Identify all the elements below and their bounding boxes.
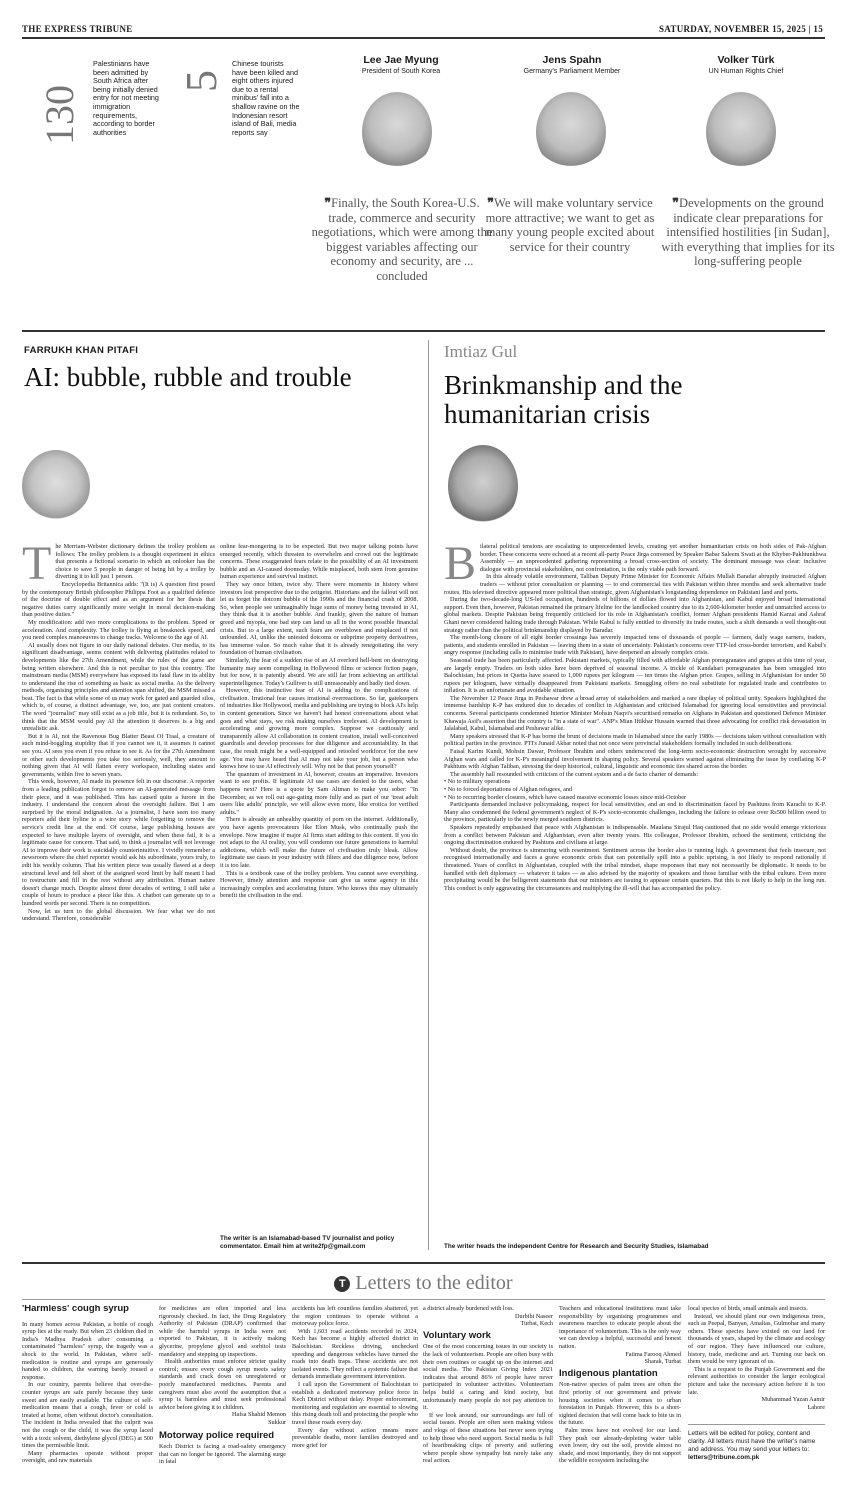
letters-title: Letters to the editor <box>355 1272 513 1294</box>
portrait-pitafi <box>22 450 90 522</box>
quote-mark-icon: ❞ <box>324 196 332 210</box>
letters-email[interactable]: letters@tribune.com.pk <box>688 1454 760 1461</box>
quote-panel-lee <box>316 54 486 75</box>
person-role: Germany's Parliament Member <box>523 68 621 75</box>
quote-mark-icon: ❞ <box>672 196 679 210</box>
stat-text-130: Palestinians have been admitted by South Africa after being initially denied entry for not meeting immigration requirements, according to border authorities <box>93 59 159 137</box>
letter-title: 'Harmless' cough syrup <box>22 1305 129 1314</box>
quote-mark-icon: ❞ <box>487 196 495 210</box>
letters-col-6: local species of birds, small animals and insects. Instead, we should plant our own indigenous trees, such as Peepal, Banyan, Amaltas, Gulmohar and many others. These species have existed on our land for thousands of years, shaped by the climate and ecology of our region. They have influenced our culture, history, trade, medicine and art. Turning our back on them would be very ignorant of us. This is a request to the Punjab Government and the relevant authorities to consider the larger ecological picture and take the necessary action before it is too late. Muhammad Yazan Aamir Lahore <box>688 1305 825 1411</box>
quote-panel-turk <box>666 54 826 75</box>
letters-header <box>0 1272 847 1295</box>
letters-col-4: a district already burdened with loss. Durbibi Naseer Turbat, Kech Voluntary work One of the most concerning issues in our society is the lack of volunteerism. People are often busy with their own routines or caught up on the internet and social media. The Pakistan Giving Index 2021 indicates that around 86% of people have never participated in volunteer activities. Volunteerism helps build a caring and kind society, but unfortunately many people do not pay attention to it. If we look around, our surroundings are full of social issues. People are often seen making videos and vlogs of these situations but never seen trying to help those who need support. Social media is full of heartbreaking clips of poverty and suffering where people show sympathy but rarely take any real action. <box>423 1305 553 1465</box>
letter-location: Sharak, Turbat <box>644 1358 681 1366</box>
quote-turk <box>660 196 836 269</box>
letter-signature: Hafsa Shahid Memon <box>232 1411 286 1419</box>
op1-headline: AI: bubble, rubble and trouble <box>24 362 352 392</box>
letters-col-1: 'Harmless' cough syrup In many homes across Pakistan, a bottle of cough syrup lies at the ready. But when 23 children died in India's Madhya Pradesh after consuming a contaminated "harmless" syrup, the tragedy was a shock to the world. In Pakistan, where self-medication is routine and syrups are generously handed to children, the warning barely roused a response. In our country, parents believe that over-the-counter syrups are safe purely because they taste sweet and are easily available. The culture of self-medication means that a cough, fever or cold is treated at home, often without doctor's consultation. The incident in India revealed that the culprit was not the cough or the child, it was the syrup laced with a toxic solvent, diethylene glycol (DEG) at 500 times the permissible limit. Many pharmacies operate without proper oversight, and raw materials <box>22 1305 153 1465</box>
op2-author: Imtiaz Gul <box>444 342 518 361</box>
person-name: Lee Jae Myung <box>363 54 439 66</box>
op1-dropcap: T <box>22 543 52 590</box>
portrait-lee <box>362 92 432 172</box>
person-role: President of South Korea <box>361 68 441 75</box>
letter-title: Indigenous plantation <box>559 1367 658 1379</box>
page-date: SATURDAY, NOVEMBER 15, 2025 | 15 <box>658 24 823 34</box>
quote-text: We will make voluntary service more attractive; we want to get as many young people excited about service for their country <box>485 196 655 254</box>
letter-location: Turbat, Kech <box>520 1320 553 1328</box>
stat-number-130: 130 <box>37 85 82 145</box>
op2-headline: Brinkmanship and the humanitarian crisis <box>444 370 683 429</box>
quote-panel-spahn <box>497 54 647 75</box>
letters-note-text: Letters will be edited for policy, content and clarity. All letters must have the writer's name and address. You may send your letters to: <box>688 1430 816 1453</box>
portrait-spahn <box>536 92 606 172</box>
tribune-t-logo-icon: T <box>334 1276 350 1292</box>
letter-title: Voluntary work <box>423 1329 491 1341</box>
letter-signature: Fatima Farooq Ahmed <box>625 1350 681 1358</box>
letter-title: Motorway police required <box>159 1429 275 1441</box>
person-name: Jens Spahn <box>542 54 602 66</box>
date-text: SATURDAY, NOVEMBER 15, 2025 <box>658 24 806 34</box>
page-number: 15 <box>813 24 823 34</box>
quote-text: Finally, the South Korea-U.S. trade, commerce and security negotiations, which were among the biggest variables affecting our economy and security, are ... concluded <box>311 196 493 283</box>
quote-spahn <box>484 196 656 254</box>
letters-col-3: accidents has left countless families shattered, yet the region continues to operate without a motorway police force. With 1,603 road accidents recorded in 2024, Kech has become a highly affected district in Balochistan. Reckless driving, unchecked speeding and dangerous vehicles have turned the roads into death traps. These accidents are not isolated events. They reflect a systemic failure that demands immediate government intervention. I call upon the Government of Balochistan to establish a dedicated motorway police force in Kech District without delay. Proper enforcement, monitoring and regulation are essential to slowing this rising death toll and protecting the people who travel these roads every day. Every day without action means more preventable deaths, more families destroyed and more grief for <box>292 1305 418 1449</box>
portrait-gul <box>448 445 518 527</box>
op1-footer: The writer is an Islamabad-based TV journalist and policy commentator. Email him at write2fp@gmail.com <box>220 1235 395 1250</box>
letter-signature: Muhammad Yazan Aamir <box>761 1396 825 1404</box>
person-name: Volker Türk <box>717 54 775 66</box>
stat-number-5: 5 <box>177 70 226 92</box>
letters-note <box>688 1430 825 1462</box>
letter-location: Lahore <box>807 1403 825 1411</box>
portrait-turk <box>706 92 776 172</box>
person-role: UN Human Rights Chief <box>708 68 784 75</box>
letters-col-5: Teachers and educational institutions must take responsibility by organising programmes and awareness marches to educate people about the importance of volunteerism. This is the only way we can develop a helpful, successful and honest nation. Fatima Farooq Ahmed Sharak, Turbat Indigenous plantation Non-native species of palm trees are often the first priority of our government and private housing societies when it comes to urban forestation in Punjab. However, this is a short-sighted decision that will come back to bite us in the future. Palm trees have not evolved for our land. They push our already-depleting water table even lower, dry out the soil, provide almost no shade, and most importantly, they do not support the wildlife ecosystem including the <box>559 1305 681 1465</box>
op2-dropcap: B <box>444 543 477 590</box>
paper-name: THE EXPRESS TRIBUNE <box>22 24 133 34</box>
op1-column-1: T he Merriam-Webster dictionary defines the trolley problem as follows: The trolley problem is a thought experiment in ethics that presents a fictional scenario in which an onlooker has the choice to save 5 people in danger of being hit by a trolley by diverting it to kill just 1 person. Encyclopedia Britannica adds: "(It is) A question first posed by the contemporary British philosopher Philippa Foot as a qualified defence of the doctrine of double effect and as an argument for her thesis that negative duties carry significantly more weight in moral decision-making than positive duties." My modification: add two more complications to the problem. Speed or acceleration. And complexity. The trolley is flying at breakneck speed, and you need complex manoeuvres to change tracks. Welcome to the age of AI. AI usually does not figure in our daily national debates. Our media, to its significant disadvantage, seems content with delivering platitudes related to developments like the 27th Amendment, while the rules of the game are being written elsewhere. And this is not peculiar to just this country. The mainstream media (MSM) everywhere has exposed its fatal flaw in its ability to understand the rise of something as basic as social media. As the delivery methods, organising principles and attention span shifted, the MSM missed a beat. The fact is that while some of us may work for gated and guarded silos, which is, of course, a distinct advantage, we, too, are just content creators. The word "journalist" may still exist as a job title, but it is redundant. So, to think that the MSM would pay AI the attention it deserves is a big and unrealistic ask. But it is AI, not the Ravenous Bug Blatter Beast Of Traal, a creature of such mind-boggling stupidity that if you cannot see it, it assumes it cannot see you. AI sees you even if you refuse to see it. As for the 27th Amendment or other such developments you take too seriously, well, they amount to nothing given that AI will flatten every workspace, including states and governments, within five to seven years. This week, however, AI made its presence felt in our discourse. A reporter from a leading publication forgot to remove an AI-generated message from their piece, and it was published. This has caused quite a furore in the industry. I understand the concern about the oversight failure. But I am surprised by the moral indignation. As a journalist, I have seen too many reporters add their byline to a wire story while forgetting to remove the service's credit line at the end. Of course, large publishing houses are expected to have multiple layers of oversight, and when these fail, it is a legitimate cause for concern. That said, to think a journalist will not leverage AI to improve their work is suicidally counterintuitive. I vividly remember a newsroom where the chief reporter would ask his subordinate, yours truly, to edit his weekly column. That his written piece was usually flawed at a deep structural level and fell short of the assigned word limit by half meant I had to restructure and fill in the rest without any attribution. Human nature doesn't change much. Despite almost three decades of writing, I still take a couple of hours to produce a piece like this. A chatbot can generate up to a hundred words per second. There is no competition. Now, let us turn to the global discussion. We fear what we do not understand. Therefore, considerable <box>22 543 215 923</box>
letter-location: Sukkur <box>268 1418 286 1426</box>
quote-text: Developments on the ground indicate clear preparations for intensified hostilities [in Sudan], with everything that implies for its long-suffering people <box>661 196 835 268</box>
quote-lee <box>310 196 494 283</box>
op1-author: FARRUKH KHAN PITAFI <box>24 345 139 356</box>
op2-footer: The writer heads the independent Centre for Research and Security Studies, Islamabad <box>444 1243 709 1250</box>
stat-text-5: Chinese tourists have been killed and eight others injured due to a rental minibus' fall into a shallow ravine on the Indonesian resort island of Bali, media reports say <box>232 59 300 137</box>
op1-column-2: online fear-mongering is to be expected. But two major talking points have emerged recently, which threaten to overwhelm and crowd out the legitimate concerns. These exaggerated fears relate to the possibility of an AI investment bubble and an AI-caused doomsday. While misplaced, both stem from genuine human experience and survival instinct. They say once bitten, twice shy. There were moments in history where investors lost perspective due to the zeitgeist. Historians and the fallout will not let us forget the dotcom bubble of the 1990s and the financial crash of 2008. So, when people see unimaginably huge sums of money being invested in AI, they think that it is another bubble. And frankly, given the nature of human greed and myopia, one bad step can land us all in the worst possible financial crisis. But to a large extent, such fears are overblown and misplaced if not unfounded. AI, unlike the untested dotcoms or subprime property derivatives, has immense value. So much value that it is already renegotiating the very foundation of human civilisation. Similarly, the fear of a sudden rise of an AI overlord hell-bent on destroying humanity may seem compelling in Hollywood films or science fiction pages, but for now, it is patently absurd. We are still far from achieving an artificial superintelligence. Today's Gulliver is still unreasonably and badly tied down. However, this instinctive fear of AI is adding to the complications of civilisation. Irrational fear causes irrational overreactions. So far, gatekeepers of industries like Hollywood, media and publishing are trying to block AI's help in content generation. Since we haven't had honest conversations about what goes and what stays, we risk making ourselves irrelevant. AI development is accelerating and growing more complex. Suppose we cautiously and transparently allow AI collaboration in content creation, install well-conceived guardrails and develop processes for due diligence and accountability. In that case, the result might be a well-equipped and retooled workforce for the new age. You may have heard that AI may not take your job, but a person who knows how to use AI effectively will. Why not be that person yourself? The quantum of investment in AI, however, creates an imperative. Investors want to see profits. If legitimate AI use cases are denied to the users, what happens next? Here is a quote by Sam Altman to make you sober: "In December, as we roll out age-gating more fully and as part of our 'treat adult users like adults' principle, we will allow even more, like erotica for verified adults." There is already an unhealthy quantity of porn on the internet. Additionally, you have agents provocateurs like Elon Musk, who continually push the envelope. Now imagine if major AI firms start adding to this content. If you do not adapt to the AI reality, you will condemn our future generations to harmful addictions, which will make the future of civilisation truly bleak. Allow legitimate use cases in your industry with filters and due diligence now, before it is too late. This is a textbook case of the trolley problem. You cannot save everything. However, timely attention and response can give us some agency in this increasingly complex and accelerating future. Who knows this may ultimately benefit the civilisation in the end. <box>220 543 418 900</box>
letters-col-2: for medicines are often imported and less rigorously checked. In fact, the Drug Regulatory Authority of Pakistan (DRAP) confirmed that while the harmful syrups in India were not exported to Pakistan, it is actively making glycerine, propylene glycol and sorbitol tests mandatory and stepping up inspections. Health authorities must enforce stricter quality control; ensure every cough syrup meets safety standards and crack down on unregistered or poorly manufactured medicines. Parents and caregivers must also avoid the assumption that a syrup is harmless and must seek professional advice before giving it to children. Hafsa Shahid Memon Sukkur Motorway police required Kech District is facing a road-safety emergency that can no longer be ignored. The alarming surge in fatal <box>159 1305 286 1466</box>
op2-body: B ilateral political tensions are escalating to unprecedented levels, creating yet another humanitarian crisis on both sides of Pak-Afghan border. These concerns were echoed at a recent all-party Peace Jirga convened by Speaker Babar Saleem Swati at the Khyber-Pakhtunkhwa Assembly — an unprecedented gathering representing a broad cross-section of society. The dominant message was clear: inclusive dialogue with provincial stakeholders, not confrontation, is the only viable path forward. In this already volatile environment, Taliban Deputy Prime Minister for Economic Affairs Mullah Baradar abruptly instructed Afghan traders — without prior consultation or planning — to end commercial ties with Pakistan within three months and seek alternative trade routes. His televised directive appeared more political than strategic, given Afghanistan's longstanding dependence on Pakistani land and ports. During the two-decade-long US-led occupation, hundreds of billions of dollars flowed into Afghanistan, and Kabul enjoyed broad international support. Even then, however, Pakistan remained the primary lifeline for the landlocked country due to its 2,600-kilometer border and unmatched access to global markets. Despite Pakistan being frequently criticised for its role in Afghanistan's conflict, former Afghan presidents Hamid Karzai and Ashraf Ghani never considered halting trade through Pakistan. While Kabul is fully entitled to diversify its trade routes, such a shift demands a well thought-out strategy rather than the political brinkmanship displayed by Baradar. The month-long closure of all eight border crossings has severely impacted tens of thousands of people — farmers, daily wage earners, traders, patients, and students enrolled in Pakistan — leaving them in a state of uncertainty. Pakistan's concerns over TTP-led cross-border terrorism, and Kabul's angry response (including calls to minimise trade with Pakistan), have deepened an already complex crisis. Seasonal trade has been particularly affected. Pakistani markets, typically filled with affordable Afghan pomegranates and grapes at this time of year, are largely empty. Traders on both sides have been deprived of seasonal income. A trickle of Kandahari pomegranates has been smuggled into Balochistan, but prices in Quetta have soared to 1,000 rupees per kilogram — ten times the Afghan price. Grapes, selling in Afghanistan for under 50 rupees per kilogram, have virtually disappeared from Pakistani markets. Smuggling offers no real substitute for regulated trade and contributes to inflation. It is an unfortunate and avoidable situation. The November 12 Peace Jirga in Peshawar drew a broad array of stakeholders and marked a rare display of political unity. Speakers highlighted the immense hardship K-P has endured due to decades of conflict in Afghanistan and criticised Islamabad for ignoring local sensitivities and provincial concerns. Several participants condemned Interior Minister Mohsin Naqvi's securitised remarks on Afghans in Pakistan and questioned Defence Minister Khawaja Asif's assertion that the country is "in a state of war". ANP's Mian Iftikhar Hussain warned that those advocating for conflict risk devastation in Jalalabad, Kabul, Islamabad and Peshawar alike. Many speakers stressed that K-P has borne the brunt of decisions made in Islamabad since the early 1980s — decisions taken without consultation with political parties in the province. PTI's Junaid Akbar noted that not once were provincial stakeholders formally included in such deliberations. Faisal Karim Kundi, Mohsin Dawar, Professor Ibrahim and others underscored the long-term socio-economic destruction wrought by successive Afghan wars and called for K-P's meaningful involvement in shaping policy. Several speakers warned against eliminating the issue by conflating K-P Pakhtuns with Afghan Taliban, stressing the deep historical, cultural, linguistic and economic ties shared across the border. The assembly hall resounded with criticism of the current system and a de facto charter of demands: • No to military operations • No to forced deportations of Afghan refugees, and • No to recurring border closures, which have caused massive economic losses since mid-October Participants demanded inclusive policymaking, respect for local sensitivities, and an end to discrimination faced by Pashtuns from Karachi to K-P. Many also condemned the federal government's neglect of K-P's socio-economic challenges, including the failure to release over Rs500 billion owed to the province, particularly to the newly merged southern districts. Speakers repeatedly emphasised that peace with Afghanistan is indispensable. Maulana Sirajul Haq cautioned that no side would emerge victorious from a conflict between Pakistan and Afghanistan, even after twenty years. His colleague, Professor Ibrahim, echoed the sentiment, criticising the ongoing discrimination endured by Pashtuns and civilians at large. Without doubt, the province is simmering with resentment. Sentiment across the border also is running high. A government that feels insecure, not recognised internationally and faces a grave economic crisis that can potentially spill into a public uprising, is not likely to respond rationally if threatened. Years of conflict in Afghanistan, coupled with the tribal mindset, shape responses that may not necessarily be diplomatic. It needs to be handled with deft diplomacy — whatever it takes — as also advised by the majority of speakers and those familiar with the tribal culture. Even more precipitating would be the belligerent statements that our ministers are issuing to appease certain quarters. But this is not likely to help in the long run. This conduct is only aggravating the circumstances and multiplying the ill-will that has accompanied the policy. <box>444 543 826 892</box>
letter-signature: Durbibi Naseer <box>515 1312 553 1320</box>
